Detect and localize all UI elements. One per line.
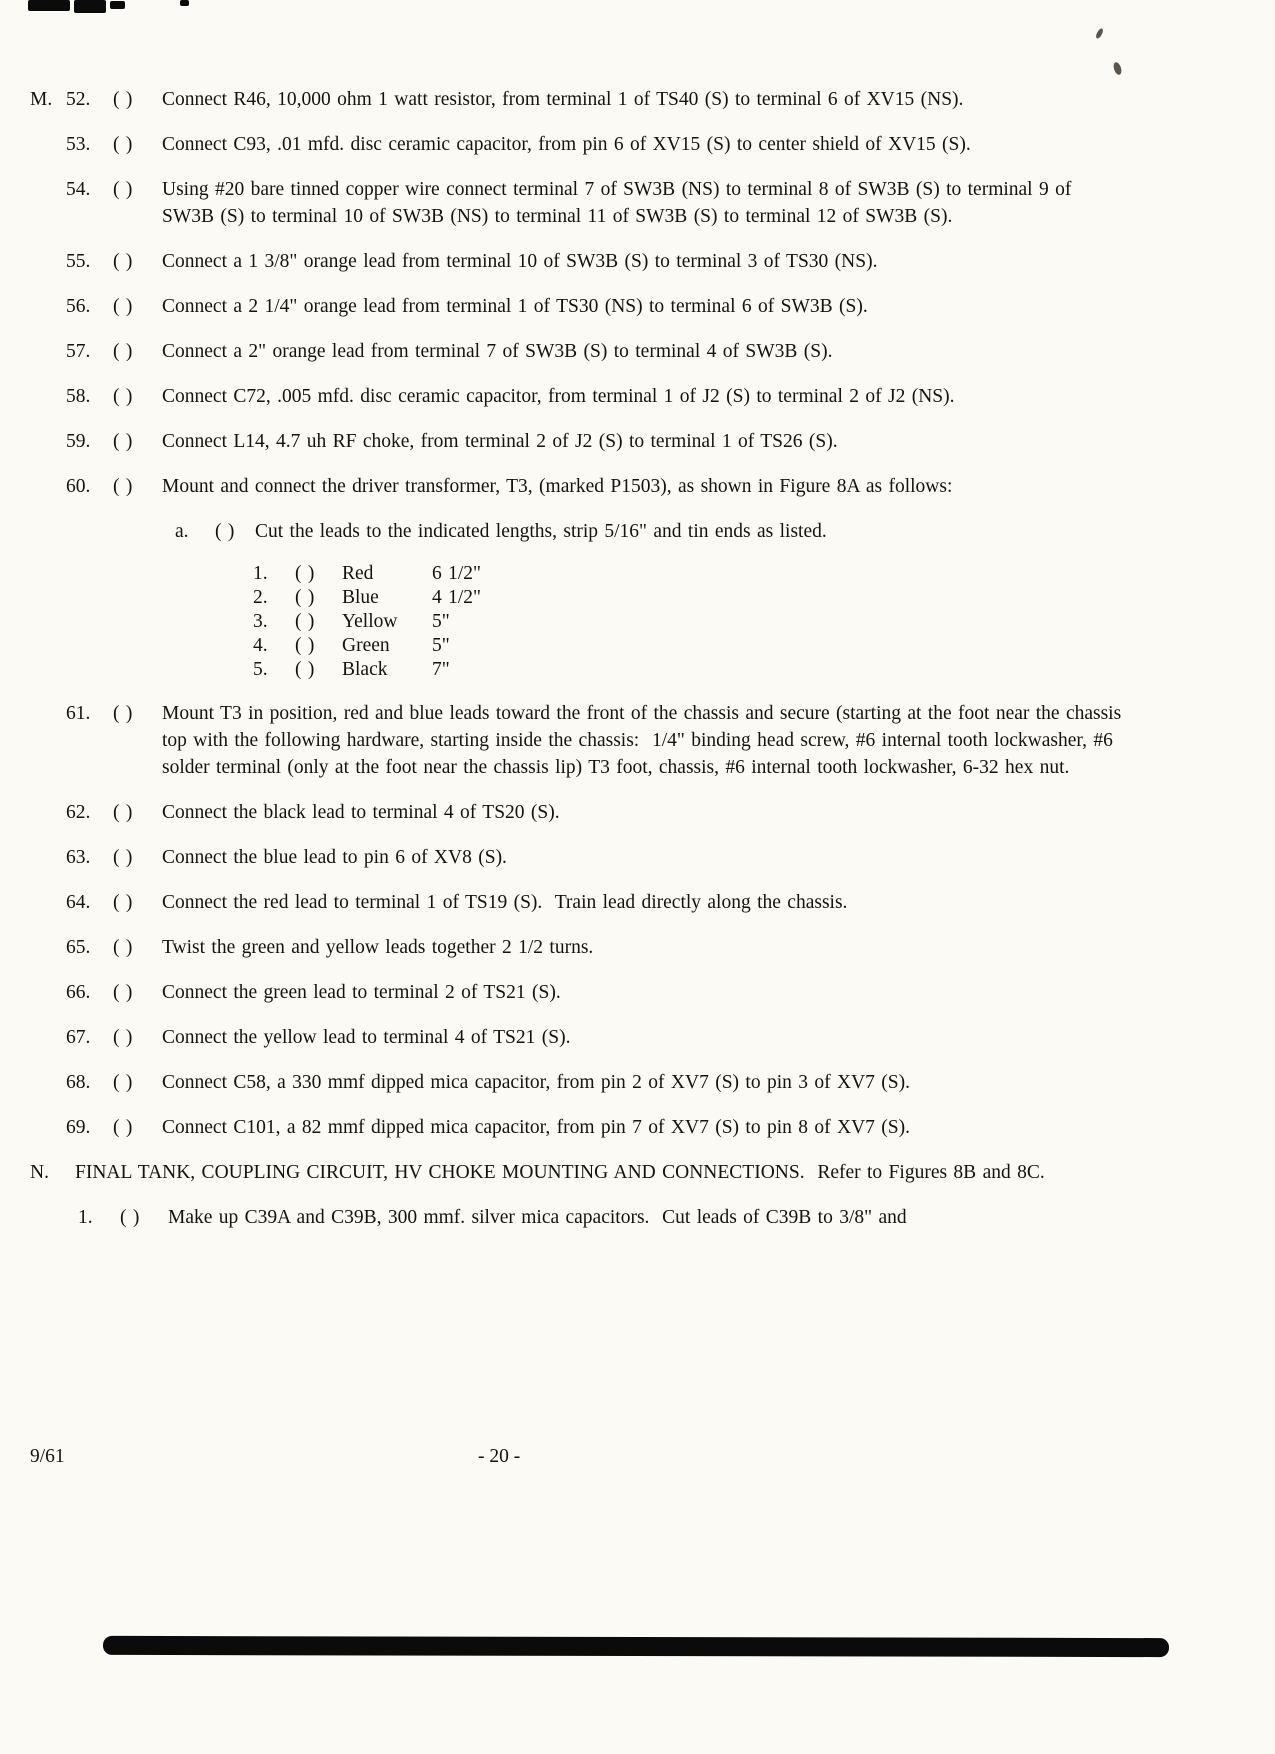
checkbox-mark: ( ): [295, 563, 315, 584]
checkbox-mark: ( ): [113, 1117, 133, 1138]
instruction-step: [30, 293, 1128, 320]
instruction-step: [30, 428, 1128, 455]
step-text: Connect a 2" orange lead from terminal 7 of SW3B (S) to terminal 4 of SW3B (S).: [162, 341, 833, 362]
checkbox-mark: ( ): [113, 937, 133, 958]
instruction-step: [78, 1204, 1128, 1231]
instruction-step: [30, 844, 1128, 871]
lead-color: Blue: [342, 587, 379, 608]
scan-artifact-top: [28, 0, 70, 11]
lead-number: 4.: [253, 635, 268, 656]
lead-length: 5": [432, 611, 450, 632]
checkbox-mark: ( ): [113, 476, 133, 497]
instruction-step: [30, 1069, 1128, 1096]
instruction-step: [30, 86, 1128, 113]
lead-row: [253, 586, 481, 610]
instruction-step: [30, 131, 1128, 158]
checkbox-mark: ( ): [113, 179, 133, 200]
step-number: 55.: [66, 251, 91, 272]
step-number: 61.: [66, 703, 91, 724]
lead-row: [253, 634, 450, 658]
instruction-step: [30, 338, 1128, 365]
lead-length: 5": [432, 635, 450, 656]
step-text: Connect C101, a 82 mmf dipped mica capacitor, from pin 7 of XV7 (S) to pin 8 of XV7 (S).: [162, 1117, 911, 1138]
step-text: Connect a 2 1/4" orange lead from terminal 1 of TS30 (NS) to terminal 6 of SW3B (S).: [162, 296, 868, 317]
instruction-step: [30, 1024, 1128, 1051]
checkbox-mark: ( ): [113, 892, 133, 913]
step-number: 54.: [66, 179, 91, 200]
checkbox-mark: ( ): [113, 847, 133, 868]
checkbox-mark: ( ): [215, 521, 235, 542]
lead-color: Green: [342, 635, 390, 656]
instruction-step: [30, 248, 1128, 275]
checkbox-mark: ( ): [113, 1072, 133, 1093]
step-text: Connect the yellow lead to terminal 4 of TS21 (S).: [162, 1027, 571, 1048]
step-text: Connect C72, .005 mfd. disc ceramic capacitor, from terminal 1 of J2 (S) to terminal 2 of J2 (NS).: [162, 386, 955, 407]
step-number: 60.: [66, 476, 91, 497]
checkbox-mark: ( ): [113, 982, 133, 1003]
checkbox-mark: ( ): [113, 431, 133, 452]
section-heading: [30, 1159, 1128, 1186]
instruction-step: [30, 889, 1128, 916]
instruction-step: [30, 473, 1128, 500]
lead-length: 7": [432, 659, 450, 680]
scan-speck: [1112, 61, 1123, 76]
section-letter: M.: [30, 89, 53, 110]
checkbox-mark: ( ): [113, 89, 133, 110]
step-text: Connect L14, 4.7 uh RF choke, from terminal 2 of J2 (S) to terminal 1 of TS26 (S).: [162, 431, 838, 452]
lead-row: [253, 610, 450, 634]
step-text: Connect C58, a 330 mmf dipped mica capacitor, from pin 2 of XV7 (S) to pin 3 of XV7 (S).: [162, 1072, 911, 1093]
lead-number: 5.: [253, 659, 268, 680]
step-number: 66.: [66, 982, 91, 1003]
step-number: 58.: [66, 386, 91, 407]
lead-length: 4 1/2": [432, 587, 482, 608]
checkbox-mark: ( ): [295, 611, 315, 632]
scan-artifact-top: [110, 1, 125, 9]
instruction-substep: [175, 518, 1128, 545]
step-text: Connect C93, .01 mfd. disc ceramic capacitor, from pin 6 of XV15 (S) to center shield of XV15 (S).: [162, 134, 971, 155]
lead-number: 1.: [253, 563, 268, 584]
checkbox-mark: ( ): [113, 296, 133, 317]
section-letter: N.: [30, 1162, 49, 1183]
checkbox-mark: ( ): [295, 635, 315, 656]
section-heading-text: FINAL TANK, COUPLING CIRCUIT, HV CHOKE MOUNTING AND CONNECTIONS. Refer to Figures 8B and 8C.: [75, 1162, 1045, 1183]
checkbox-mark: ( ): [113, 386, 133, 407]
instruction-step: [30, 700, 1128, 781]
instruction-step: [30, 934, 1128, 961]
lead-row: [253, 562, 481, 586]
checkbox-mark: ( ): [120, 1207, 140, 1228]
instruction-step: [30, 979, 1128, 1006]
step-text: Connect a 1 3/8" orange lead from terminal 10 of SW3B (S) to terminal 3 of TS30 (NS).: [162, 251, 878, 272]
lead-length: 6 1/2": [432, 563, 482, 584]
step-number: 1.: [78, 1207, 93, 1228]
checkbox-mark: ( ): [113, 703, 133, 724]
step-number: 67.: [66, 1027, 91, 1048]
substep-text: Cut the leads to the indicated lengths, strip 5/16" and tin ends as listed.: [255, 521, 827, 542]
scan-artifact-bottom-bar: [103, 1636, 1169, 1657]
step-number: 59.: [66, 431, 91, 452]
lead-color: Red: [342, 563, 374, 584]
step-number: 57.: [66, 341, 91, 362]
lead-row: [253, 658, 450, 682]
checkbox-mark: ( ): [113, 802, 133, 823]
step-text: Connect R46, 10,000 ohm 1 watt resistor, from terminal 1 of TS40 (S) to terminal 6 of XV15 (NS).: [162, 89, 964, 110]
footer-date: 9/61: [30, 1446, 65, 1467]
checkbox-mark: ( ): [113, 134, 133, 155]
step-number: 64.: [66, 892, 91, 913]
checkbox-mark: ( ): [113, 251, 133, 272]
substep-letter: a.: [175, 521, 189, 542]
step-number: 62.: [66, 802, 91, 823]
checkbox-mark: ( ): [295, 659, 315, 680]
step-number: 53.: [66, 134, 91, 155]
step-text: Mount T3 in position, red and blue leads toward the front of the chassis and secure (starting at the foot near the chassis top with the following hardware, starting inside the chassis: 1/4" binding head screw, #6 internal tooth lockwasher, #6 solder terminal (only at the foot near the chassis lip) T3 foot, chassis, #6 internal tooth lockwasher, 6-32 hex nut.: [162, 703, 1128, 778]
scan-speck: [1095, 27, 1105, 39]
checkbox-mark: ( ): [113, 341, 133, 362]
step-number: 68.: [66, 1072, 91, 1093]
step-text: Mount and connect the driver transformer, T3, (marked P1503), as shown in Figure 8A as follows:: [162, 476, 953, 497]
lead-color: Yellow: [342, 611, 398, 632]
scan-artifact-top: [180, 0, 189, 6]
step-number: 69.: [66, 1117, 91, 1138]
checkbox-mark: ( ): [295, 587, 315, 608]
lead-number: 2.: [253, 587, 268, 608]
footer-page-number: - 20 -: [478, 1446, 521, 1467]
scan-artifact-top: [74, 0, 106, 13]
step-text: Connect the blue lead to pin 6 of XV8 (S).: [162, 847, 507, 868]
step-text: Connect the black lead to terminal 4 of TS20 (S).: [162, 802, 560, 823]
lead-number: 3.: [253, 611, 268, 632]
instruction-step: [30, 176, 1128, 230]
instruction-list: [30, 86, 1128, 1231]
instruction-step: [30, 799, 1128, 826]
step-number: 65.: [66, 937, 91, 958]
step-text: Using #20 bare tinned copper wire connect terminal 7 of SW3B (NS) to terminal 8 of SW3B (S) to terminal 9 of SW3B (S) to terminal 10 of SW3B (NS) to terminal 11 of SW3B (S) to terminal 12 of SW3B (S).: [162, 179, 1078, 227]
lead-color: Black: [342, 659, 388, 680]
instruction-step: [30, 1114, 1128, 1141]
step-number: 56.: [66, 296, 91, 317]
step-number: 63.: [66, 847, 91, 868]
step-text: Make up C39A and C39B, 300 mmf. silver mica capacitors. Cut leads of C39B to 3/8" and: [168, 1207, 907, 1228]
step-text: Twist the green and yellow leads together 2 1/2 turns.: [162, 937, 594, 958]
step-text: Connect the red lead to terminal 1 of TS19 (S). Train lead directly along the chassis.: [162, 892, 848, 913]
checkbox-mark: ( ): [113, 1027, 133, 1048]
instruction-step: [30, 383, 1128, 410]
step-text: Connect the green lead to terminal 2 of TS21 (S).: [162, 982, 561, 1003]
step-number: 52.: [66, 89, 91, 110]
